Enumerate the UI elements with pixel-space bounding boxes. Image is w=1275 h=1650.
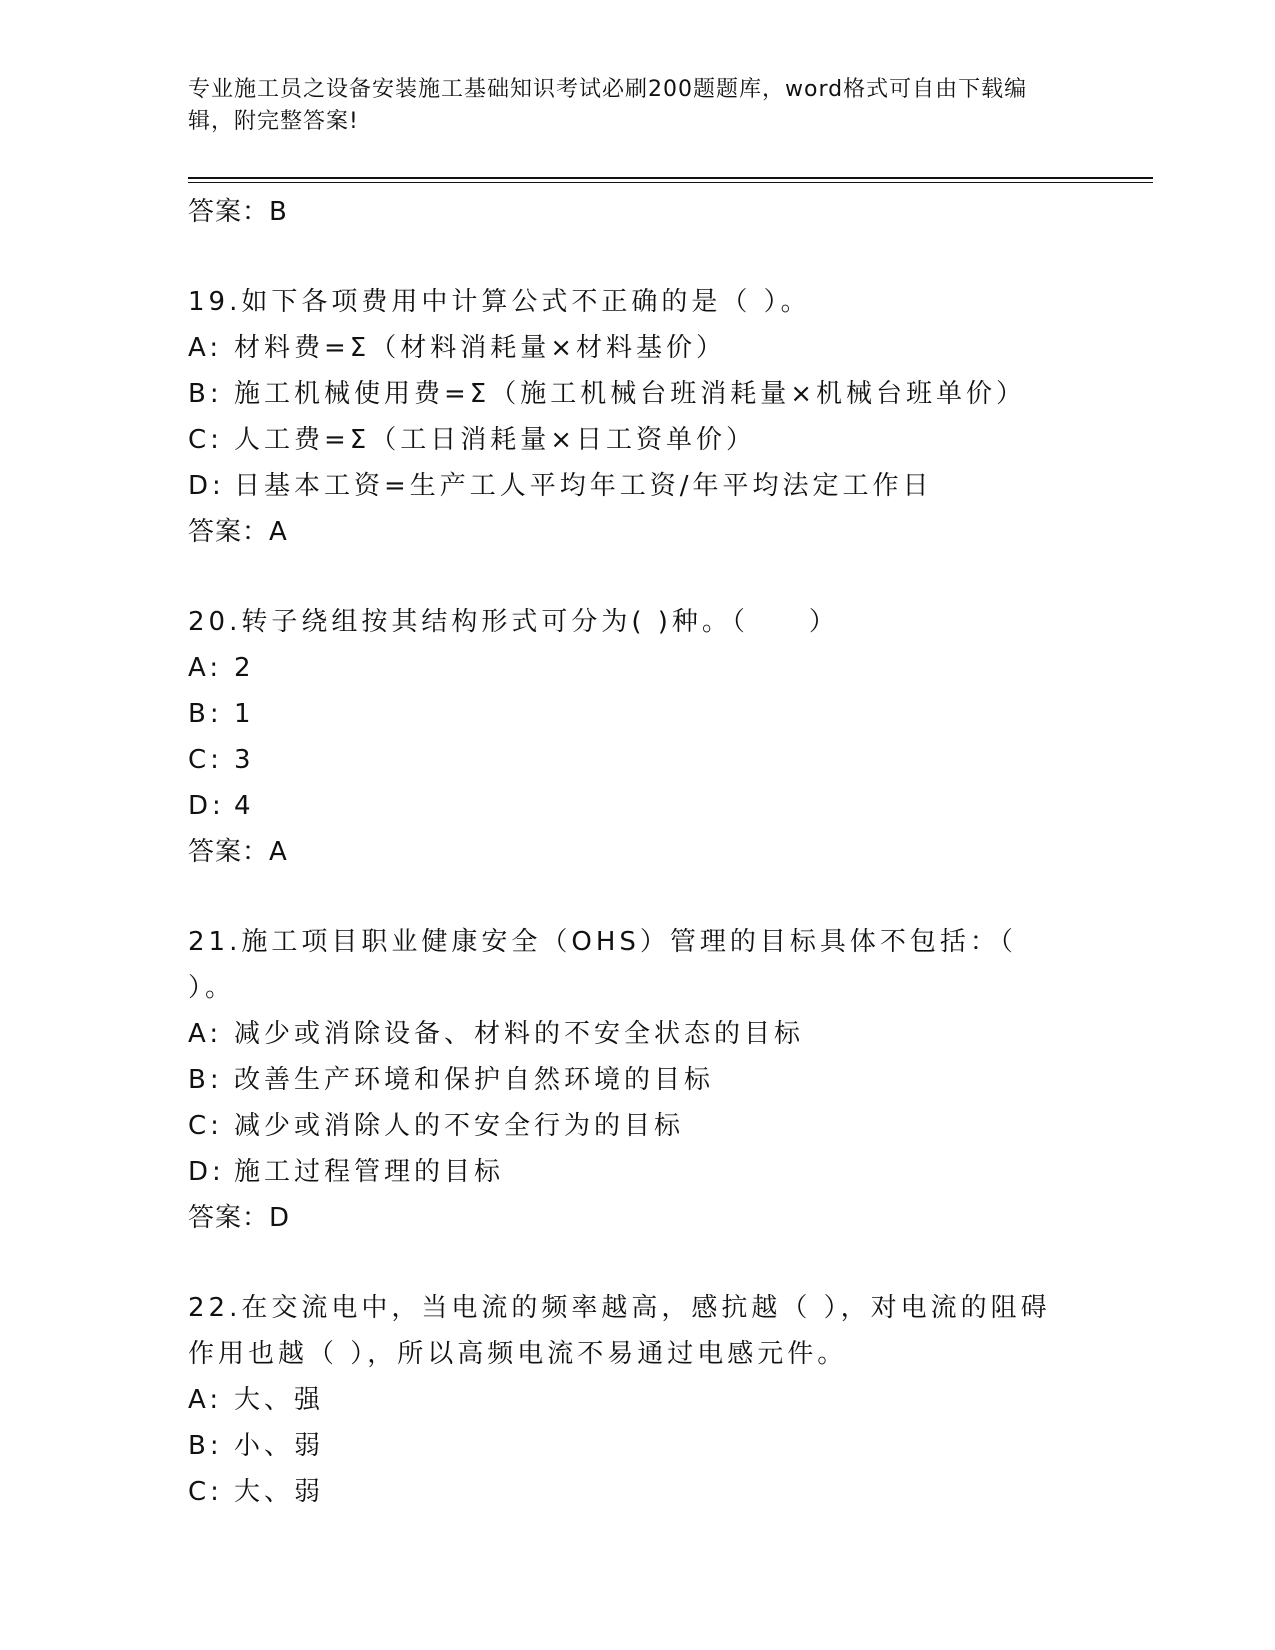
option-text: 大、弱 (234, 1477, 325, 1507)
option-text: 材料费=Σ（材料消耗量×材料基价） (234, 333, 726, 363)
option-letter: B: (188, 379, 223, 409)
answer-line: 答案：A (188, 517, 288, 547)
option-letter: C: (188, 745, 223, 775)
header-divider-thin (188, 182, 1153, 183)
option-letter: B: (188, 1065, 223, 1095)
question-22 (188, 1285, 1068, 1515)
option-letter: B: (188, 699, 223, 729)
option-text: 3 (234, 745, 255, 775)
header-divider-thick (188, 177, 1153, 179)
option-c (188, 1469, 1068, 1515)
option-text: 小、弱 (234, 1431, 325, 1461)
option-letter: C: (188, 1477, 223, 1507)
option-text: 减少或消除人的不安全行为的目标 (234, 1111, 685, 1141)
answer-line: 答案：D (188, 1203, 291, 1233)
option-d (188, 783, 1068, 829)
option-text: 施工过程管理的目标 (234, 1157, 505, 1187)
option-a (188, 645, 1068, 691)
option-text: 2 (234, 653, 255, 683)
option-text: 人工费=Σ（工日消耗量×日工资单价） (234, 425, 756, 455)
option-text: 日基本工资=生产工人平均年工资/年平均法定工作日 (234, 471, 933, 501)
option-letter: A: (188, 1019, 223, 1049)
option-text: 减少或消除设备、材料的不安全状态的目标 (234, 1019, 805, 1049)
option-letter: C: (188, 1111, 223, 1141)
option-c (188, 737, 1068, 783)
option-text: 大、强 (234, 1385, 325, 1415)
option-d (188, 463, 1068, 509)
answer-line: 答案：A (188, 837, 288, 867)
option-letter: A: (188, 1385, 223, 1415)
option-d (188, 1149, 1068, 1195)
option-letter: D: (188, 791, 225, 821)
option-letter: C: (188, 425, 223, 455)
option-b (188, 371, 1068, 417)
question-stem: 22.在交流电中，当电流的频率越高，感抗越（ ），对电流的阻碍作用也越（ ），所以高频电流不易通过电感元件。 (188, 1293, 1051, 1369)
question-19 (188, 279, 1068, 555)
question-21 (188, 919, 1068, 1241)
option-a (188, 1011, 1068, 1057)
option-a (188, 1377, 1068, 1423)
option-text: 施工机械使用费=Σ（施工机械台班消耗量×机械台班单价） (234, 379, 1026, 409)
question-stem: 19.如下各项费用中计算公式不正确的是（ ）。 (188, 287, 811, 317)
option-c (188, 1103, 1068, 1149)
document-header: 专业施工员之设备安装施工基础知识考试必刷200题题库，word格式可自由下载编辑，附完整答案! (188, 77, 1028, 134)
option-letter: D: (188, 471, 225, 501)
question-20 (188, 599, 1068, 875)
option-c (188, 417, 1068, 463)
option-b (188, 691, 1068, 737)
option-a (188, 325, 1068, 371)
question-stem: 20.转子绕组按其结构形式可分为( )种。（ ） (188, 607, 839, 637)
option-text: 1 (234, 699, 255, 729)
option-letter: A: (188, 653, 223, 683)
option-text: 4 (234, 791, 255, 821)
question-list (188, 189, 1068, 1515)
option-b (188, 1057, 1068, 1103)
option-b (188, 1423, 1068, 1469)
option-letter: D: (188, 1157, 225, 1187)
question-stem: 21.施工项目职业健康安全（OHS）管理的目标具体不包括：（ ）。 (188, 927, 1017, 1003)
option-letter: B: (188, 1431, 223, 1461)
answer-line: 答案：B (188, 197, 288, 227)
option-text: 改善生产环境和保护自然环境的目标 (234, 1065, 715, 1095)
option-letter: A: (188, 333, 223, 363)
